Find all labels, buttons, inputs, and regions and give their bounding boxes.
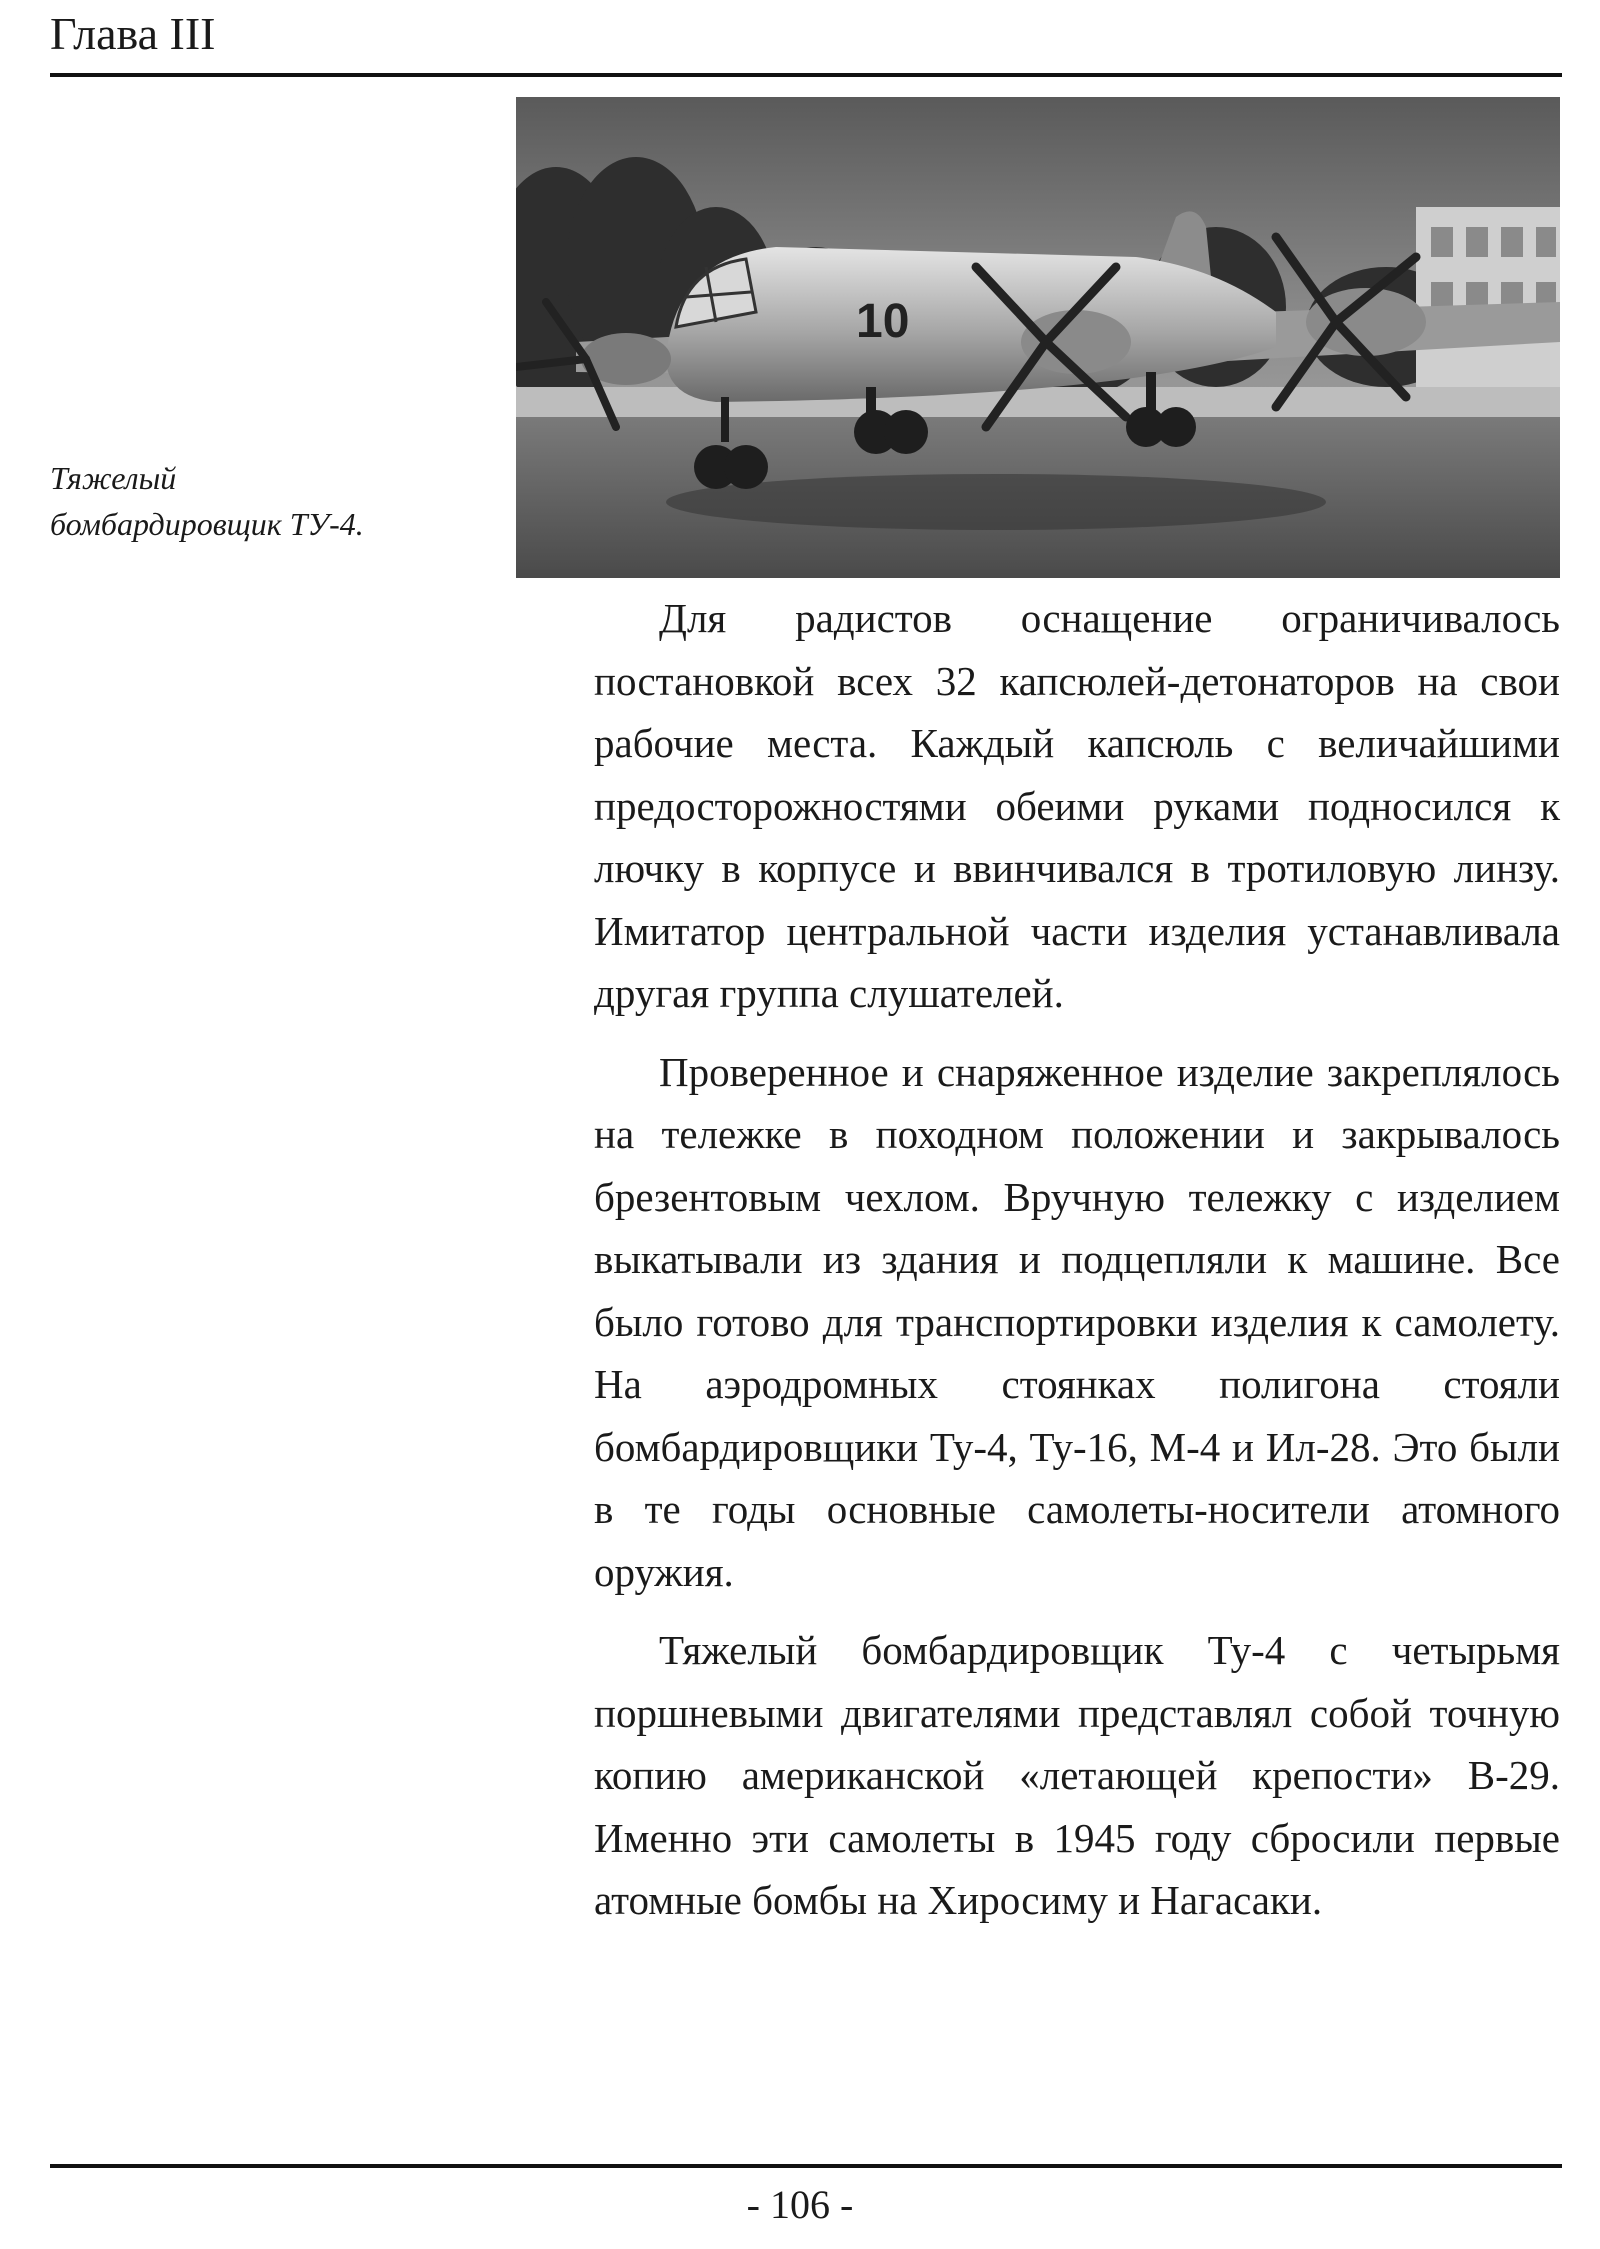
- paragraph-3: Тяжелый бомбардировщик Ту-4 с четырьмя поршневыми двигателями представлял собой точную копию американской «летающей крепости» B-29. Именно эти самолеты в 1945 году сбросили первые атомные бомбы на Хиросиму и Нагасаки.: [594, 1627, 1560, 1923]
- header-rule: [50, 73, 1562, 77]
- figure-caption: [50, 455, 470, 547]
- bomber-photo: [516, 97, 1560, 578]
- page-number: - 106 -: [746, 2182, 854, 2227]
- caption-line-2: бомбардировщик ТУ-4.: [50, 506, 364, 542]
- footer-rule: [50, 2164, 1562, 2168]
- tail-number: 10: [856, 295, 910, 348]
- chapter-header: Глава III: [50, 8, 216, 59]
- body-text: [594, 587, 1560, 1948]
- paragraph-2: Проверенное и снаряженное изделие закреплялось на тележке в походном положении и закрывалось брезентовым чехлом. Вручную тележку с изделием выкатывали из здания и подцепляли к машине. Все было готово для транспортировки изделия к самолету. На аэродромных стоянках полигона стояли бомбардировщики Ту-4, Ту-16, М-4 и Ил-28. Это были в те годы основные самолеты-носители атомного оружия.: [594, 1048, 1560, 1595]
- caption-line-1: Тяжелый: [50, 460, 177, 496]
- paragraph-1: Для радистов оснащение ограничивалось постановкой всех 32 капсюлей-детонаторов на свои рабочие места. Каждый капсюль с величайшими предосторожностями обеими руками подносился к лючку в корпусе и ввинчивался в тротиловую линзу. Имитатор центральной части изделия устанавливала другая группа слушателей.: [594, 595, 1560, 1016]
